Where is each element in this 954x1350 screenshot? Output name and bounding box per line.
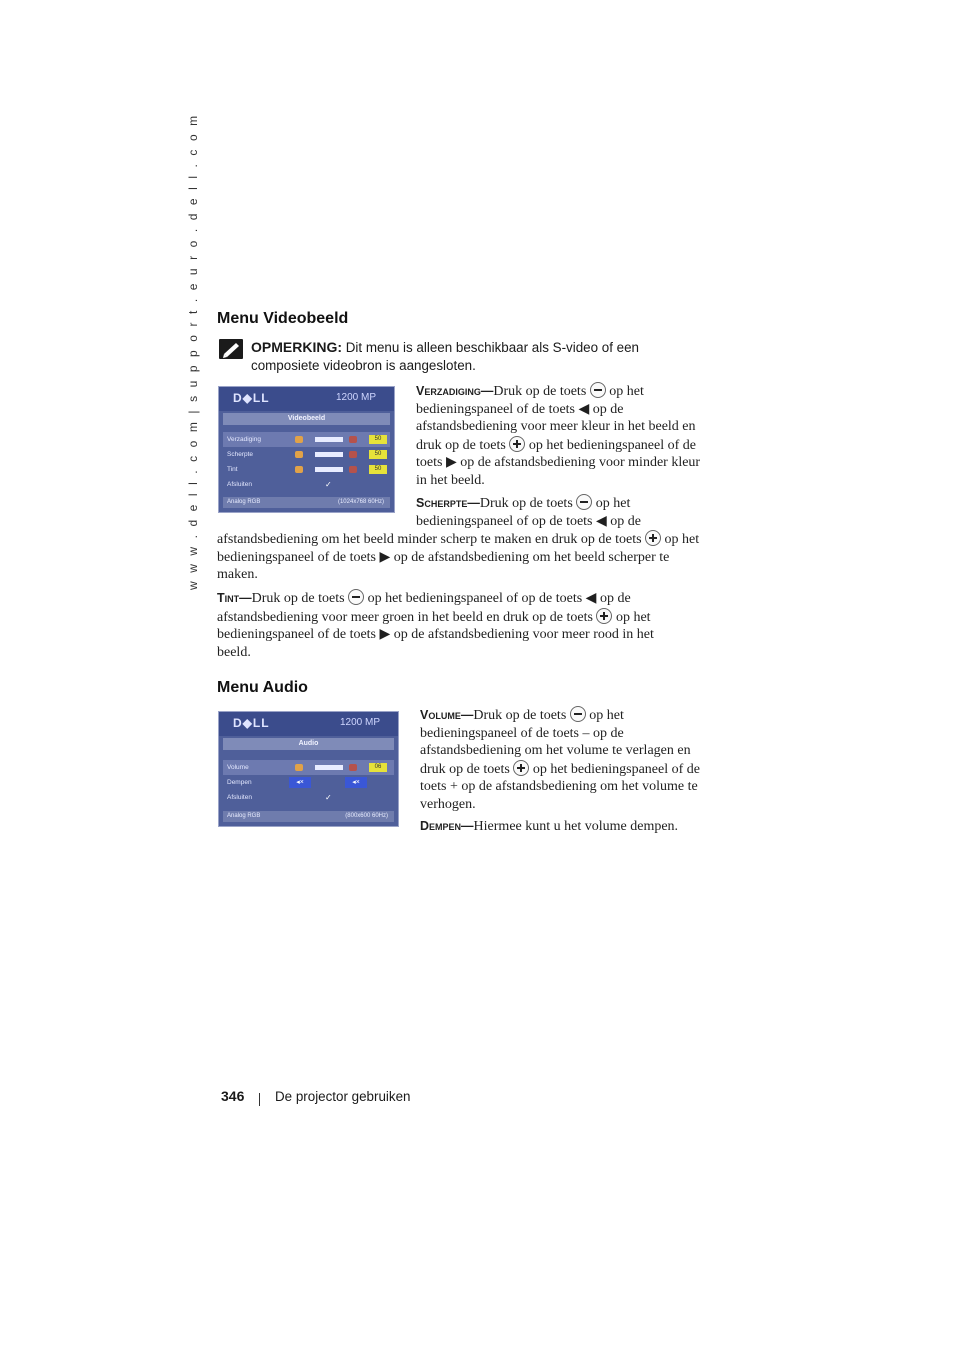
increase-icon xyxy=(349,764,357,771)
para-sharpness-a: Scherpte—Druk op de toets op het bedieningspaneel of op de toets ◀ op de xyxy=(416,496,641,529)
increase-icon xyxy=(349,436,357,443)
plus-button-icon xyxy=(596,608,612,624)
side-url-text: w w w . d e l l . c o m | s u p p o r t . e u r o . d e l l . c o m xyxy=(186,113,200,590)
minus-button-icon xyxy=(570,706,586,722)
plus-button-icon xyxy=(513,760,529,776)
note xyxy=(251,338,711,375)
minus-button-icon xyxy=(590,382,606,398)
osd-title: Audio xyxy=(298,740,319,747)
osd-videobeeld-screenshot: D◆LL 1200 MP Videobeeld Verzadiging 50 Scherpte 50 Tint 50 Afsluiten ✓ Analog RGB (1024x768 60Hz) xyxy=(218,386,395,513)
heading-videobeeld: Menu Videobeeld xyxy=(217,310,349,327)
level-bar xyxy=(315,765,343,770)
dell-logo: D◆LL xyxy=(233,391,270,405)
plus-button-icon xyxy=(645,530,661,546)
note-label: OPMERKING: xyxy=(251,339,342,355)
decrease-icon xyxy=(295,466,303,473)
note-text: Dit menu is alleen beschikbaar als S-video of een composiete videobron is aangesloten. xyxy=(251,340,640,373)
mute-on-icon: ◂× xyxy=(345,777,367,788)
footer-divider xyxy=(259,1093,260,1106)
level-bar xyxy=(315,452,343,457)
decrease-icon xyxy=(295,764,303,771)
side-url xyxy=(183,113,209,592)
osd-row: Dempen ◂× ◂× xyxy=(223,775,394,790)
para-sharpness-b: afstandsbediening om het beeld minder scherp te maken en druk op de toets op het bedieningspaneel of de toets ▶ op de afstandsbediening om het beeld scherper te maken. xyxy=(217,532,700,583)
decrease-icon xyxy=(295,436,303,443)
dell-logo: D◆LL xyxy=(233,716,270,730)
osd-audio-screenshot: D◆LL 1200 MP Audio Volume 06 Dempen ◂× ◂× Afsluiten ✓ Analog RGB (800x600 60Hz) xyxy=(218,711,399,827)
heading-audio: Menu Audio xyxy=(217,679,308,696)
plus-button-icon xyxy=(509,436,525,452)
osd-row: Scherpte 50 xyxy=(223,447,390,462)
osd-row: Tint 50 xyxy=(223,462,390,477)
osd-title: Videobeeld xyxy=(287,415,326,422)
note-pencil-icon xyxy=(219,339,243,359)
mute-off-icon: ◂× xyxy=(289,777,311,788)
osd-model: 1200 MP xyxy=(339,717,380,728)
osd-model: 1200 MP xyxy=(335,392,376,403)
exit-check-icon: ✓ xyxy=(325,793,332,802)
decrease-icon xyxy=(295,451,303,458)
minus-button-icon xyxy=(576,494,592,510)
page-number: 346 xyxy=(221,1088,245,1104)
para-tint: Tint—Druk op de toets op het bedieningspaneel of op de toets ◀ op de afstandsbediening voor meer groen in het beeld en druk op de toets op het bedieningspaneel of de toets ▶ op de afstandsbediening voor meer rood in het beeld. xyxy=(217,591,654,660)
minus-button-icon xyxy=(348,589,364,605)
level-bar xyxy=(315,467,343,472)
level-bar xyxy=(315,437,343,442)
para-saturation: Verzadiging—Druk op de toets op het bedieningspaneel of de toets ◀ op de afstandsbediening voor meer kleur in het beeld en druk op de toets op het bedieningspaneel of de toets ▶ op de afstandsbediening voor minder kleur in het beeld. xyxy=(416,384,701,488)
osd-row: Volume 06 xyxy=(223,760,394,775)
osd-row: Afsluiten ✓ xyxy=(223,790,394,805)
para-mute: Dempen—Hiermee kunt u het volume dempen. xyxy=(420,819,679,834)
increase-icon xyxy=(349,466,357,473)
exit-check-icon: ✓ xyxy=(325,480,332,489)
para-volume: Volume—Druk op de toets op het bedieningspaneel of de toets – op de afstandsbediening om het volume te verlagen en druk op de toets op het bedieningspaneel of de toets + op de afstandsbediening om het volume te verhogen. xyxy=(420,708,700,812)
increase-icon xyxy=(349,451,357,458)
osd-row: Afsluiten ✓ xyxy=(223,477,390,492)
osd-row: Verzadiging 50 xyxy=(223,432,390,447)
footer-section: De projector gebruiken xyxy=(275,1089,411,1104)
